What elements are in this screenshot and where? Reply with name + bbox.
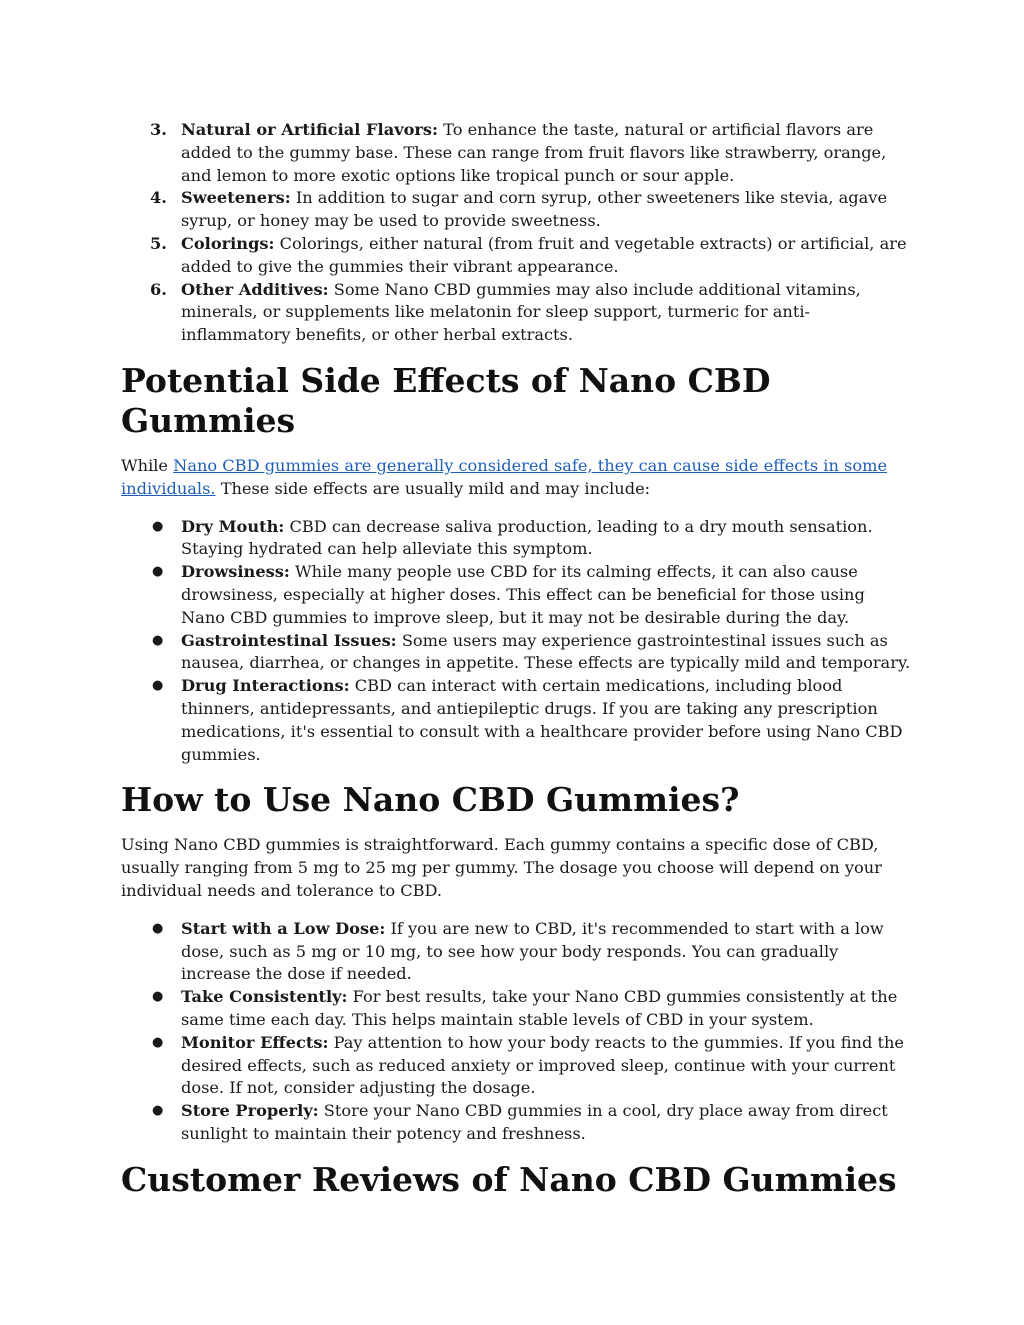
item-text: Store your Nano CBD gummies in a cool, dry place away from direct sunlight to maintain their potency and freshness. (181, 1101, 888, 1143)
item-term: Gastrointestinal Issues: (181, 630, 397, 650)
item-text: Pay attention to how your body reacts to the gummies. If you find the desired effects, such as reduced anxiety or improved sleep, continue with your current dose. If not, consider adjusting the dosage. (181, 1032, 904, 1098)
list-item (121, 187, 911, 233)
list-item (121, 1100, 911, 1146)
safety-link[interactable]: Nano CBD gummies are generally considered safe, they can cause side effects in some individuals. (121, 455, 888, 498)
intro-text: While (121, 455, 174, 475)
item-term: Start with a Low Dose: (181, 918, 386, 938)
list-item (121, 675, 911, 766)
item-text: Colorings, either natural (from fruit and vegetable extracts) or artificial, are added to give the gummies their vibrant appearance. (181, 233, 907, 276)
list-item (121, 561, 911, 629)
bullet-icon: ● (152, 518, 164, 534)
list-item (121, 233, 911, 279)
how-to-use-intro: Using Nano CBD gummies is straightforward. Each gummy contains a specific dose of CBD, usually ranging from 5 mg to 25 mg per gummy. The dosage you choose will depend on your individual needs and tolerance to CBD. (121, 835, 882, 900)
item-term: Drowsiness: (181, 562, 290, 582)
bullet-icon: ● (152, 632, 164, 648)
bullet-icon: ● (152, 1103, 164, 1119)
how-to-use-list (121, 918, 911, 1146)
item-term: Other Additives: (181, 279, 329, 299)
reviews-heading: Customer Reviews of Nano CBD Gummies (121, 1159, 897, 1199)
item-term: Store Properly: (181, 1101, 319, 1121)
side-effects-list (121, 516, 911, 767)
document-page (121, 119, 911, 1200)
item-text: CBD can interact with certain medications, including blood thinners, antidepressants, and antiepileptic drugs. If you are taking any prescription medications, it's essential to consult with a healthcare provider before using Nano CBD gummies. (181, 676, 903, 764)
item-text: To enhance the taste, natural or artificial flavors are added to the gummy base. These can range from fruit flavors like strawberry, orange, and lemon to more exotic options like tropical punch or sour apple. (181, 120, 887, 185)
item-text: In addition to sugar and corn syrup, other sweeteners like stevia, agave syrup, or honey may be used to provide sweetness. (181, 188, 888, 231)
item-text: If you are new to CBD, it's recommended to start with a low dose, such as 5 mg or 10 mg, to see how your body responds. You can gradually increase the dose if needed. (181, 918, 884, 984)
bullet-icon: ● (152, 920, 164, 936)
ingredients-list (121, 119, 911, 347)
side-effects-heading: Potential Side Effects of Nano CBD Gummies (121, 360, 771, 440)
item-term: Monitor Effects: (181, 1032, 329, 1052)
bullet-icon: ● (152, 564, 164, 580)
intro-text: These side effects are usually mild and may include: (215, 478, 651, 498)
bullet-icon: ● (152, 1034, 164, 1050)
item-term: Take Consistently: (181, 987, 348, 1007)
list-item (121, 630, 911, 676)
item-text: For best results, take your Nano CBD gummies consistently at the same time each day. This helps maintain stable levels of CBD in your system. (181, 987, 898, 1029)
item-term: Dry Mouth: (181, 516, 285, 536)
bullet-icon: ● (152, 989, 164, 1005)
item-text: Some users may experience gastrointestinal issues such as nausea, diarrhea, or changes in appetite. These effects are typically mild and temporary. (181, 630, 911, 673)
side-effects-intro (121, 455, 911, 501)
list-item (121, 986, 911, 1032)
list-item (121, 918, 911, 986)
item-term: Natural or Artificial Flavors: (181, 120, 439, 139)
item-term: Sweeteners: (181, 188, 291, 208)
list-item (121, 279, 911, 347)
how-to-use-heading: How to Use Nano CBD Gummies? (121, 780, 740, 820)
list-number: 5. (150, 233, 167, 253)
item-term: Colorings: (181, 233, 275, 253)
item-text: CBD can decrease saliva production, leading to a dry mouth sensation. Staying hydrated can help alleviate this symptom. (181, 516, 873, 559)
bullet-icon: ● (152, 678, 164, 694)
list-item (121, 516, 911, 562)
list-number: 3. (150, 120, 167, 139)
item-text: Some Nano CBD gummies may also include additional vitamins, minerals, or supplements like melatonin for sleep support, turmeric for anti-inflammatory benefits, or other herbal extracts. (181, 279, 861, 345)
item-term: Drug Interactions: (181, 676, 350, 696)
list-number: 4. (150, 188, 167, 208)
list-number: 6. (150, 279, 167, 299)
list-item (121, 1032, 911, 1100)
item-text: While many people use CBD for its calming effects, it can also cause drowsiness, especially at higher doses. This effect can be beneficial for those using Nano CBD gummies to improve sleep, but it may not be desirable during the day. (181, 562, 865, 627)
list-item (121, 119, 911, 187)
